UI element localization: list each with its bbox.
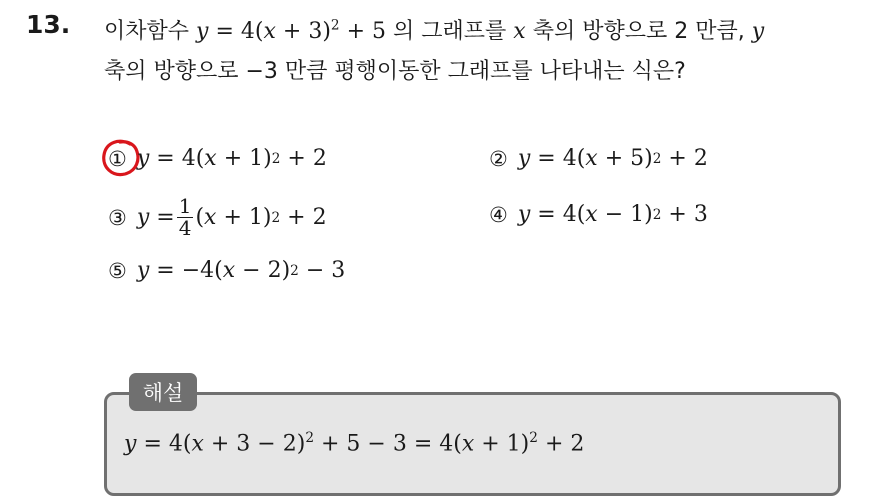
choice-formula: = 4( (537, 202, 586, 227)
choice-number: ④ (489, 202, 508, 227)
var-y: y (196, 19, 209, 44)
exponent: 2 (330, 17, 340, 34)
choice-formula: + 5) (604, 146, 653, 171)
choice-4[interactable] (489, 202, 708, 227)
formula-part: + 3) (282, 19, 331, 44)
fraction (177, 196, 194, 239)
var-y: y (136, 146, 150, 171)
choice-number: ③ (108, 205, 127, 230)
fraction-denominator: 4 (178, 216, 192, 240)
var-x: x (222, 258, 236, 283)
fraction-numerator: 1 (178, 194, 192, 218)
exponent: 2 (652, 206, 662, 223)
var-x: x (585, 146, 598, 171)
choice-formula: + 2 (287, 205, 327, 230)
var-y: y (517, 202, 531, 227)
choice-number: ① (108, 146, 127, 171)
choice-formula: − 2) (242, 258, 291, 283)
choice-2[interactable] (489, 146, 708, 171)
choice-1[interactable] (108, 146, 327, 171)
choice-5[interactable] (108, 258, 345, 283)
axis-x: x (513, 19, 526, 44)
exponent: 2 (305, 430, 314, 446)
choice-number: ⑤ (108, 258, 127, 283)
solution-part: + 2 (544, 431, 585, 457)
question-prefix: 이차함수 (104, 19, 190, 44)
var-x: x (461, 431, 475, 457)
var-x: x (263, 19, 276, 44)
var-x: x (191, 431, 204, 457)
solution-part: + 5 − 3 = 4( (320, 431, 462, 457)
var-y: y (124, 431, 137, 457)
choice-3[interactable] (108, 196, 327, 239)
var-y: y (517, 146, 531, 171)
choice-formula: − 3 (305, 258, 346, 283)
solution-part: = 4( (143, 431, 192, 457)
var-y: y (136, 205, 150, 230)
choice-formula: = −4( (156, 258, 223, 283)
question-line-1 (104, 14, 764, 45)
choice-formula: + 3 (668, 202, 708, 227)
choice-formula: + 1) (223, 205, 272, 230)
axis-y: y (751, 19, 765, 44)
var-y: y (136, 258, 150, 283)
choice-formula: + 1) (223, 146, 272, 171)
question-mid: 의 그래프를 (393, 19, 507, 44)
choice-formula: ( (195, 205, 205, 230)
formula-part: = 4( (215, 19, 264, 44)
choice-number: ② (489, 146, 508, 171)
var-x: x (204, 205, 217, 230)
choice-formula: = 4( (537, 146, 586, 171)
question-line-2: 축의 방향으로 −3 만큼 평행이동한 그래프를 나타내는 식은? (104, 59, 686, 84)
solution-part: + 1) (481, 431, 530, 457)
var-x: x (585, 202, 598, 227)
choice-formula: + 2 (668, 146, 708, 171)
solution-part: + 3 − 2) (210, 431, 306, 457)
exponent: 2 (271, 150, 281, 167)
exponent: 2 (290, 262, 299, 279)
choice-formula: = (156, 205, 175, 230)
question-number: 13. (26, 10, 71, 39)
question-mid2: 축의 방향으로 2 만큼, (532, 19, 745, 44)
solution-equation (124, 430, 584, 456)
formula-part: + 5 (346, 19, 387, 44)
choice-formula: − 1) (604, 202, 653, 227)
choice-formula: + 2 (287, 146, 327, 171)
choice-formula: = 4( (156, 146, 205, 171)
var-x: x (204, 146, 217, 171)
exponent: 2 (652, 150, 662, 167)
exponent: 2 (529, 430, 538, 446)
exponent: 2 (271, 209, 281, 226)
solution-tab: 해설 (129, 373, 197, 411)
